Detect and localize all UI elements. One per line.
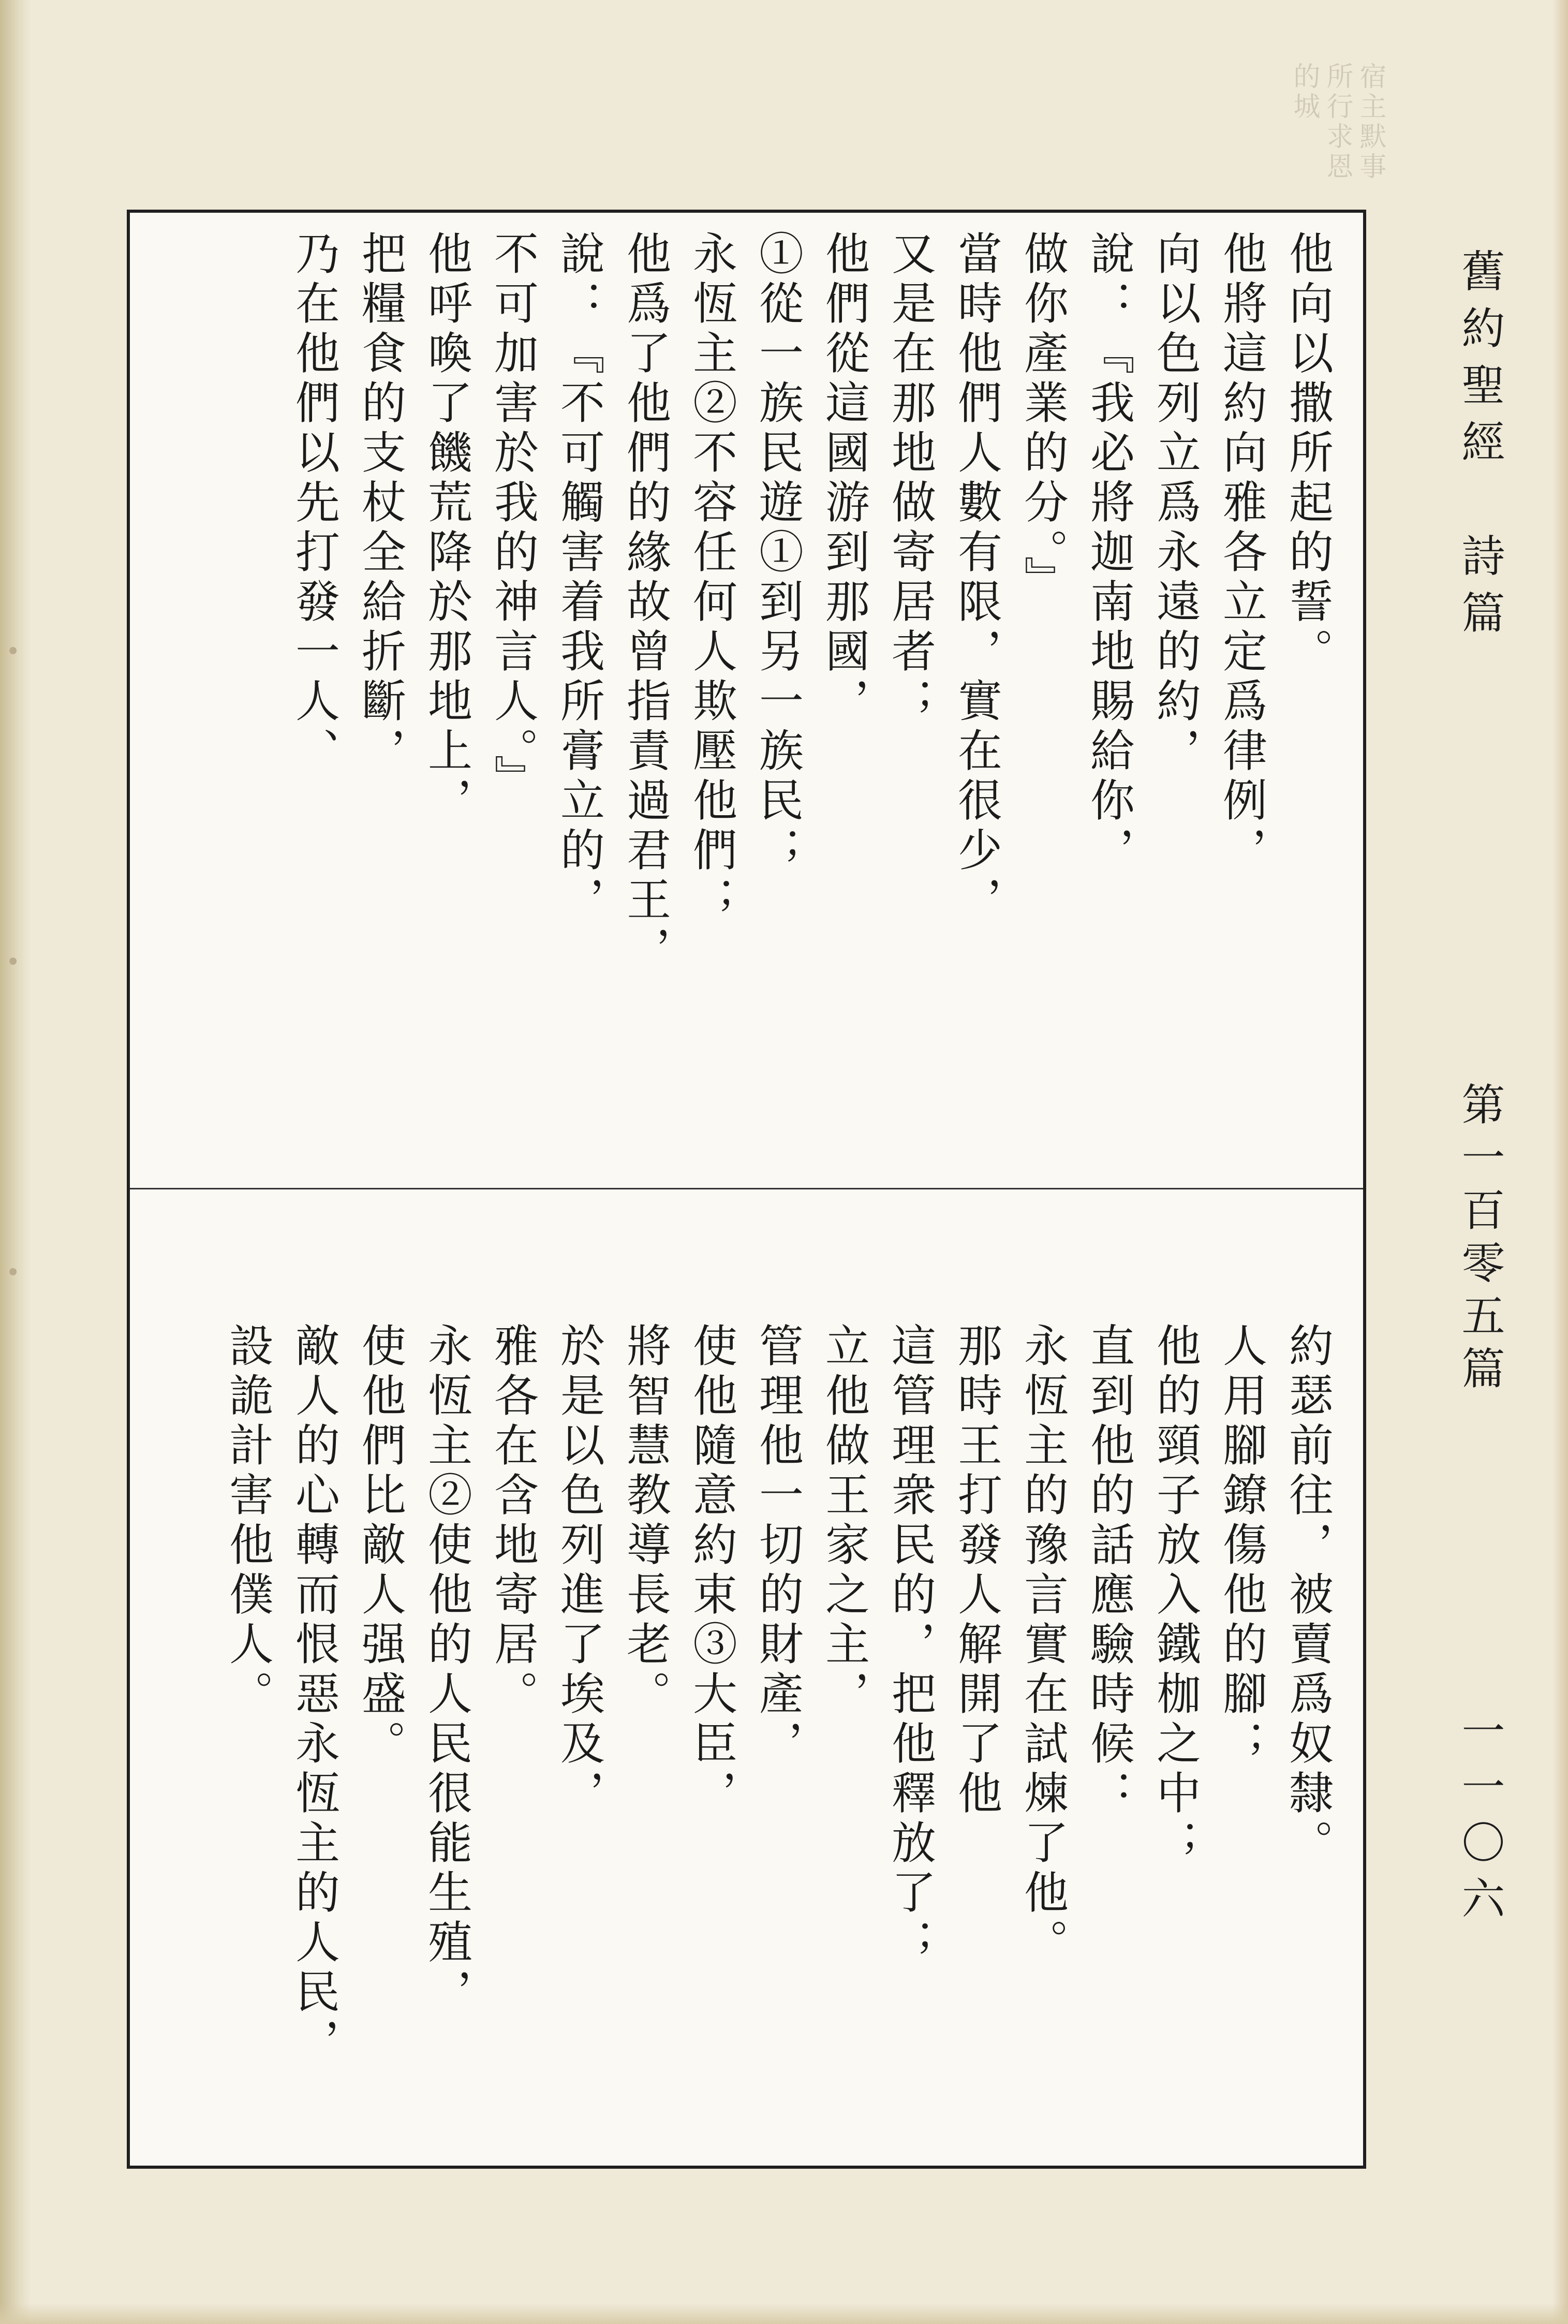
verse-line: 約瑟前往，被賣爲奴隸。 (1281, 1322, 1333, 1869)
verse-line: 做你產業的分。』 (1016, 230, 1068, 606)
verse-line: 他爲了他們的緣故曾指責過君王， (619, 230, 671, 976)
binding-hole (9, 1268, 17, 1275)
verse-line: 這管理衆民的，把他釋放了； (884, 1322, 936, 1968)
verse-line: 他呼喚了饑荒降於那地上， (420, 230, 472, 827)
verse-line: 使他們比敵人强盛。 (354, 1322, 406, 1770)
verse-line: 不可加害於我的神言人。』 (486, 230, 538, 804)
page-number: 一一〇六 (1455, 1708, 1505, 1932)
lower-text-block (214, 1322, 1340, 2145)
verse-line: 設詭計害他僕人。 (221, 1322, 273, 1720)
page-edge-right (1552, 0, 1568, 2324)
page-edge-left (0, 0, 31, 2324)
frame-divider (130, 1188, 1363, 1189)
bleed-through-text: 宿主默事所行求恩的城 (1289, 62, 1386, 182)
verse-line: 於是以色列進了埃及， (553, 1322, 604, 1819)
page-edge-bottom (0, 2303, 1568, 2324)
verse-line: 人用腳鐐傷他的腳； (1215, 1322, 1267, 1770)
verse-line: 永恆主②不容任何人欺壓他們； (685, 230, 737, 926)
running-head: 舊約聖經 詩篇 (1455, 248, 1505, 647)
verse-line: 他們從這國游到那國， (818, 230, 869, 727)
verse-line: 又是在那地做寄居者； (884, 230, 936, 727)
upper-text-block (280, 230, 1340, 1157)
verse-line: 立他做王家之主， (818, 1322, 869, 1720)
binding-hole (9, 647, 17, 654)
verse-line: 乃在他們以先打發一人、 (288, 230, 339, 777)
chapter-heading: 第一百零五篇 (1455, 1082, 1505, 1399)
verse-line: 他的頸子放入鐵枷之中； (1149, 1322, 1201, 1869)
verse-line: 他向以撒所起的誓。 (1281, 230, 1333, 678)
verse-line: 直到他的話應驗時候： (1083, 1322, 1134, 1819)
verse-line: 當時他們人數有限，實在很少， (950, 230, 1002, 926)
verse-line: 管理他一切的財產， (751, 1322, 803, 1770)
verse-line: 永恆主②使他的人民很能生殖， (420, 1322, 472, 2018)
verse-line: 那時王打發人解開了他 (950, 1322, 1002, 1819)
verse-line: 敵人的心轉而恨惡永恆主的人民， (288, 1322, 339, 2068)
verse-line: 雅各在含地寄居。 (486, 1322, 538, 1720)
verse-line: 他將這約向雅各立定爲律例， (1215, 230, 1267, 876)
verse-line: 使他隨意約束③大臣， (685, 1322, 737, 1819)
verse-line: 向以色列立爲永遠的約， (1149, 230, 1201, 777)
verse-line: 將智慧教導長老。 (619, 1322, 671, 1720)
verse-line: 永恆主的豫言實在試煉了他。 (1016, 1322, 1068, 1968)
binding-hole (9, 958, 17, 965)
verse-line: ①從一族民遊①到另一族民； (751, 230, 803, 876)
verse-line: 說：『我必將迦南地賜給你， (1083, 230, 1134, 876)
verse-line: 說：『不可觸害着我所膏立的， (553, 230, 604, 926)
verse-line: 把糧食的支杖全給折斷， (354, 230, 406, 777)
